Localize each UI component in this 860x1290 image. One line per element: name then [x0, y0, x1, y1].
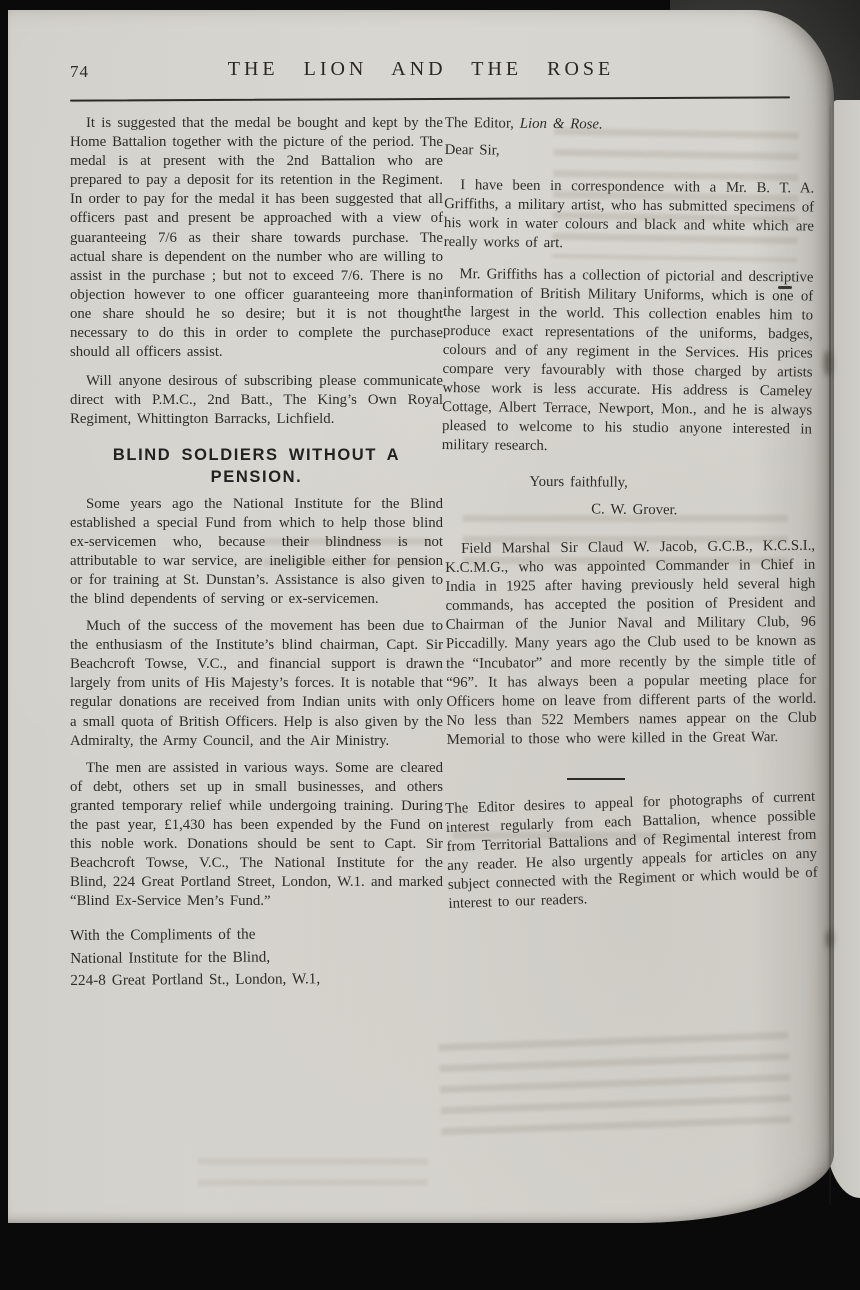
- section-divider-rule: [567, 778, 625, 780]
- paragraph-blind-movement: Much of the success of the movement has been due to the enthusiasm of the Institute’s blind chairman, Capt. Sir Beachcroft Towse, V.C., and financial support is drawn largely from units of His Majesty’s forces. It is notable that regular donations are received from Indian units with only a small quota of British Officers. Help is also given by the Admiralty, the Army Council, and the Air Ministry.: [70, 618, 443, 749]
- gutter-crease: [829, 105, 831, 1205]
- compliments-line: National Institute for the Blind,: [70, 948, 271, 967]
- masthead-rule: [70, 96, 790, 101]
- gutter-smudge: [826, 930, 833, 948]
- show-through-smudge: [198, 1158, 428, 1188]
- heading-line: PENSION.: [210, 467, 303, 486]
- paragraph-medal-subscribe: Will anyone desirous of subscribing please communicate direct with P.M.C., 2nd Batt., The King’s Own Royal Regiment, Whittington Barracks, Lichfield.: [70, 373, 443, 428]
- compliments-line: 224-8 Great Portland St., London, W.1,: [70, 970, 321, 990]
- paragraph-griffiths-collection: Mr. Griffiths has a collection of pictorial and descriptive information of British Military Uniforms, which is one of the largest in the world. This collection enables him to produce exact representations of the uniforms, badges, colours and of any regiment in the Services. His prices compare very favourably with those charged by artists whose work is less accurate. His address is Cameley Cottage, Albert Terrace, Newport, Mon., and he is always pleased to welcome to his studio anyone interested in military research.: [441, 265, 814, 455]
- left-column: [70, 114, 443, 993]
- paragraph-blind-assistance: The men are assisted in various ways. Some are cleared of debt, others set up in small businesses, and others granted temporary relief while undergoing training. During the past year, £1,430 has been expended by the Fund on this noble work. Donations should be sent to Capt. Sir Beachcroft Towse, V.C., The National Institute for the Blind, 224 Great Portland Street, London, W.1. and marked “Blind Ex-Service Men’s Fund.”: [70, 759, 443, 910]
- gutter-smudge: [824, 350, 832, 376]
- journal-page: [8, 10, 834, 1223]
- masthead-title: THE LION AND THE ROSE: [227, 58, 615, 80]
- paragraph-editor-appeal: The Editor desires to appeal for photographs of current interest regularly from each Battalion, whence possible from Territorial Battalions and of Regimental interest from any reader. He also urgently appeals for articles on any subject connected with the Regiment or which would be of interest to our readers.: [445, 788, 818, 913]
- journal-title-italic: Lion & Rose.: [519, 115, 603, 133]
- letter-dear-sir: Dear Sir,: [444, 142, 500, 159]
- paragraph-griffiths-intro: I have been in correspondence with a Mr. B. T. A. Griffiths, a military artist, who has submitted specimens of his work in water colours and black and white which are really works of art.: [443, 177, 815, 252]
- right-column: [441, 114, 818, 914]
- paragraph-field-marshal-jacob: Field Marshal Sir Claud W. Jacob, G.C.B., K.C.S.I., K.C.M.G., who was appointed Commander in Chief in India in 1925 after having previously held several high commands, has accepted the position of President and Chairman of the Junior Naval and Military Club, 96 Piccadilly. Many years ago the Club used to be known as the “Incubator” and more recently by the simple title of “96”. It has always been a popular meeting place for Officers home on leave from different parts of the world. No less than 522 Members names appear on the Club Memorial to those who were killed in the Great War.: [445, 537, 817, 748]
- paragraph-medal-purchase: It is suggested that the medal be bought and kept by the Home Battalion together with the picture of the period. The medal is at present with the 2nd Battalion who are prepared to pay a deposit for its retention in the Regiment. In order to pay for the medal it has been suggested that all officers past and present be approached with a view of guaranteeing 7/6 as their share towards purchase. The actual share is dependent on the number who are willing to assist in the purchase ; but not to exceed 7/6. There is no objection however to one officer guaranteeing more than one share should he so desire; but it is not thought necessary to do this in order to complete the purchase should all officers assist.: [70, 115, 443, 361]
- section-heading-blind-soldiers: [70, 444, 443, 488]
- show-through-smudge: [439, 1032, 792, 1136]
- compliments-block: [70, 923, 443, 993]
- compliments-line: With the Compliments of the: [70, 926, 256, 945]
- salutation-prefix: The Editor,: [444, 114, 520, 132]
- page-number: 74: [70, 62, 89, 81]
- letter-salutation: [445, 114, 815, 137]
- heading-line: BLIND SOLDIERS WITHOUT A: [112, 445, 401, 464]
- letter-opening: [441, 114, 815, 521]
- paragraph-blind-fund: Some years ago the National Institute for the Blind established a special Fund from which to help those blind ex-servicemen who, because their blindness is not attributable to war service, are ineligible either for pension or for training at St. Dunstan’s. Assistance is also given to the blind dependents of serving or ex-servicemen.: [70, 495, 443, 607]
- letter-valediction: Yours faithfully,: [529, 473, 628, 491]
- letter-signature: C. W. Grover.: [591, 501, 678, 518]
